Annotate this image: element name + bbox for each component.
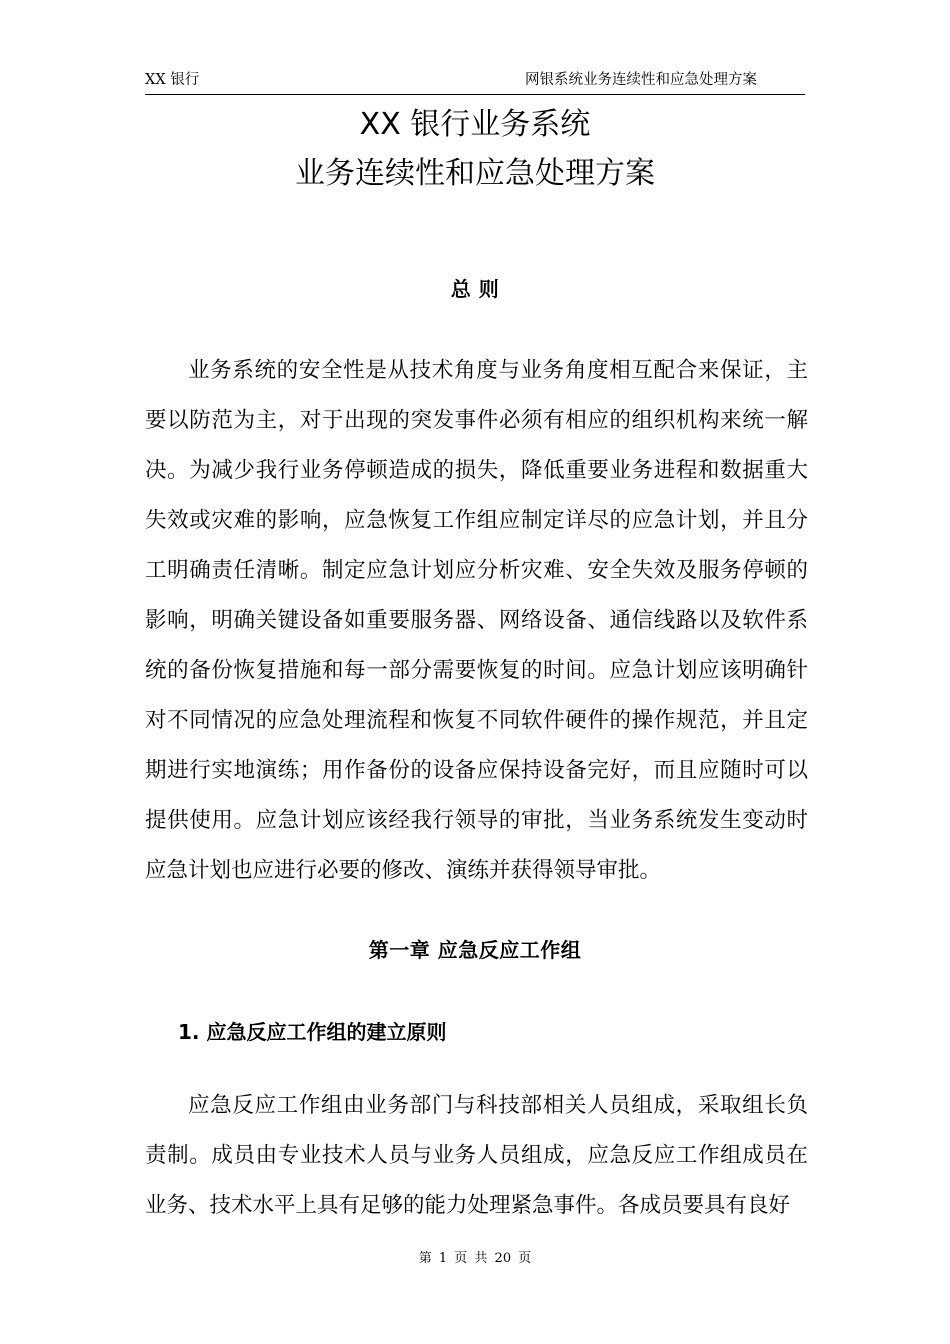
general-paragraph: 业务系统的安全性是从技术角度与业务角度相互配合来保证，主要以防范为主，对于出现的突发事件必须有相应的组织机构来统一解决。为减少我行业务停顿造成的损失，降低重要业务进程和数据重大失效或灾难的影响，应急恢复工作组应制定详尽的应急计划，并且分工明确责任清晰。制定应急计划应分析灾难、安全失效及服务停顿的影响，明确关键设备如重要服务器、网络设备、通信线路以及软件系统的备份恢复措施和每一部分需要恢复的时间。应急计划应该明确针对不同情况的应急处理流程和恢复不同软件硬件的操作规范，并且定期进行实地演练；用作备份的设备应保持设备完好，而且应随时可以提供使用。应急计划应该经我行领导的审批，当业务系统发生变动时应急计划也应进行必要的修改、演练并获得领导审批。: [145, 358, 808, 883]
section-1-heading: 1. 应急反应工作组的建立原则: [178, 1020, 447, 1044]
page-header: [145, 62, 805, 95]
header-bank-name: XX 银行: [145, 72, 200, 88]
page-footer: 第 1 页 共 20 页: [418, 1251, 532, 1266]
general-heading: 总 则: [450, 277, 500, 301]
section-1-paragraph: 应急反应工作组由业务部门与科技部相关人员组成，采取组长负责制。成员由专业技术人员与业务人员组成，应急反应工作组成员在业务、技术水平上具有足够的能力处理紧急事件。各成员要具有良好: [145, 1093, 808, 1218]
document-title-line-2: 业务连续性和应急处理方案: [295, 156, 655, 191]
header-document-title: 网银系统业务连续性和应急处理方案: [525, 72, 757, 88]
document-title-line-1: XX 银行业务系统: [359, 107, 591, 142]
chapter-1-heading: 第一章 应急反应工作组: [368, 938, 582, 962]
